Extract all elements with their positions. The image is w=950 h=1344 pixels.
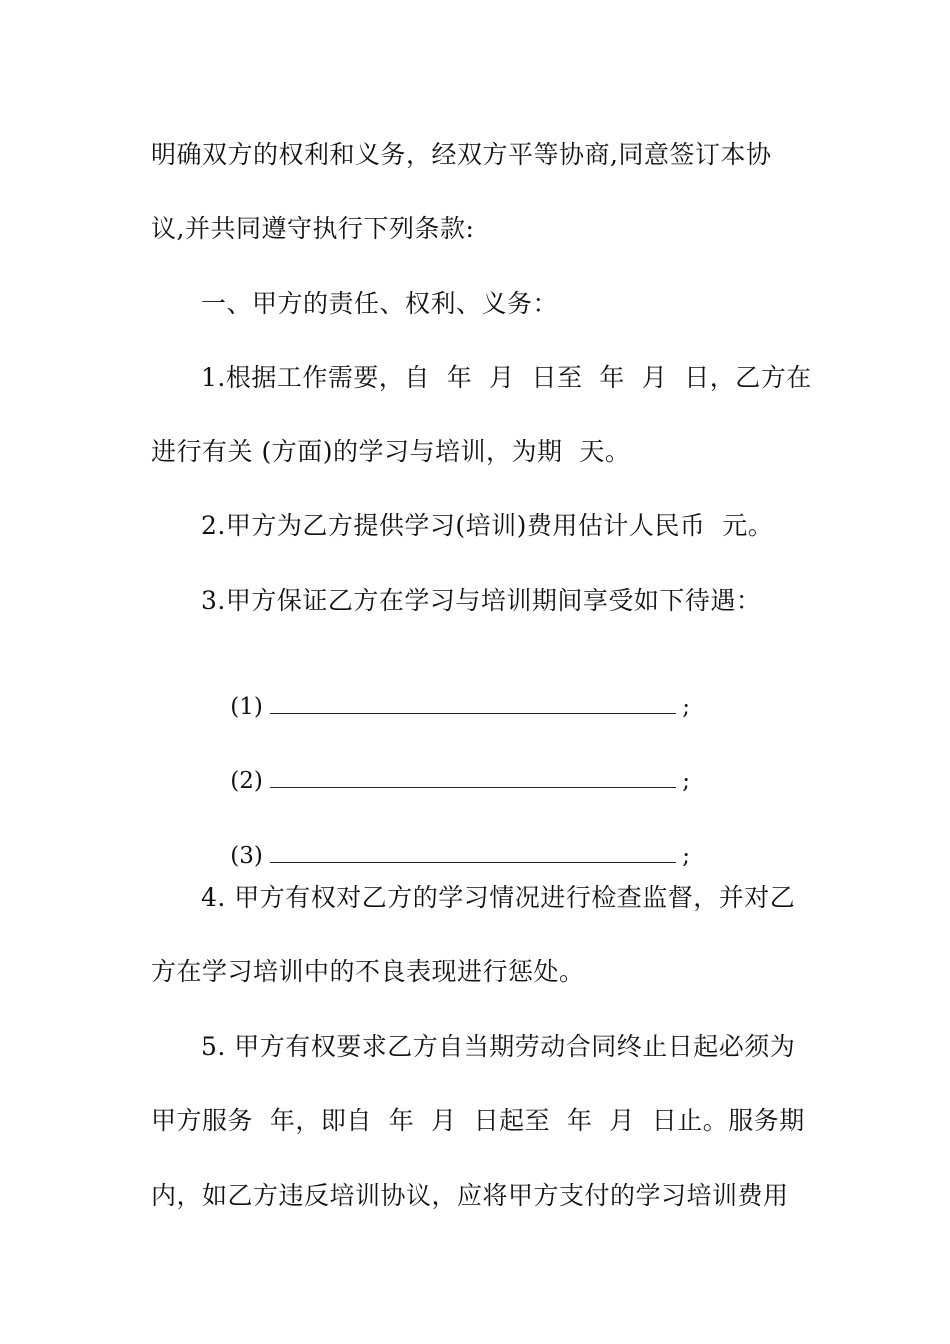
clause-5-line: 内，如乙方违反培训协议，应将甲方支付的学习培训费用 bbox=[151, 1181, 789, 1210]
fill-in-blank bbox=[270, 691, 676, 714]
paragraph-line: 议,并共同遵守执行下列条款: bbox=[151, 214, 475, 243]
clause-5-line: 甲方服务 年，即自 年 月 日起至 年 月 日止。服务期 bbox=[151, 1106, 805, 1135]
section-heading: 一、甲方的责任、权利、义务： bbox=[201, 289, 559, 318]
blank-end: ; bbox=[682, 768, 690, 794]
blank-label: (1) bbox=[230, 694, 263, 720]
blank-label: (2) bbox=[230, 768, 263, 794]
fill-in-blank bbox=[270, 840, 676, 863]
clause-1-line: 1.根据工作需要，自 年 月 日至 年 月 日，乙方在 bbox=[201, 363, 812, 392]
clause-1-line: 进行有关 (方面)的学习与培训，为期 天。 bbox=[151, 437, 631, 466]
paragraph-line: 明确双方的权利和义务，经双方平等协商,同意签订本协 bbox=[151, 140, 772, 169]
clause-2-line: 2.甲方为乙方提供学习(培训)费用估计人民币 元。 bbox=[201, 511, 774, 540]
blank-end: ; bbox=[682, 694, 690, 720]
fill-in-blank bbox=[270, 765, 676, 788]
blank-label: (3) bbox=[230, 843, 263, 869]
clause-4-line: 4. 甲方有权对乙方的学习情况进行检查监督，并对乙 bbox=[201, 883, 796, 912]
blank-end: ; bbox=[682, 843, 690, 869]
clause-4-line: 方在学习培训中的不良表现进行惩处。 bbox=[151, 957, 585, 986]
clause-5-line: 5. 甲方有权要求乙方自当期劳动合同终止日起必须为 bbox=[201, 1032, 796, 1061]
clause-3-line: 3.甲方保证乙方在学习与培训期间享受如下待遇： bbox=[201, 586, 762, 615]
